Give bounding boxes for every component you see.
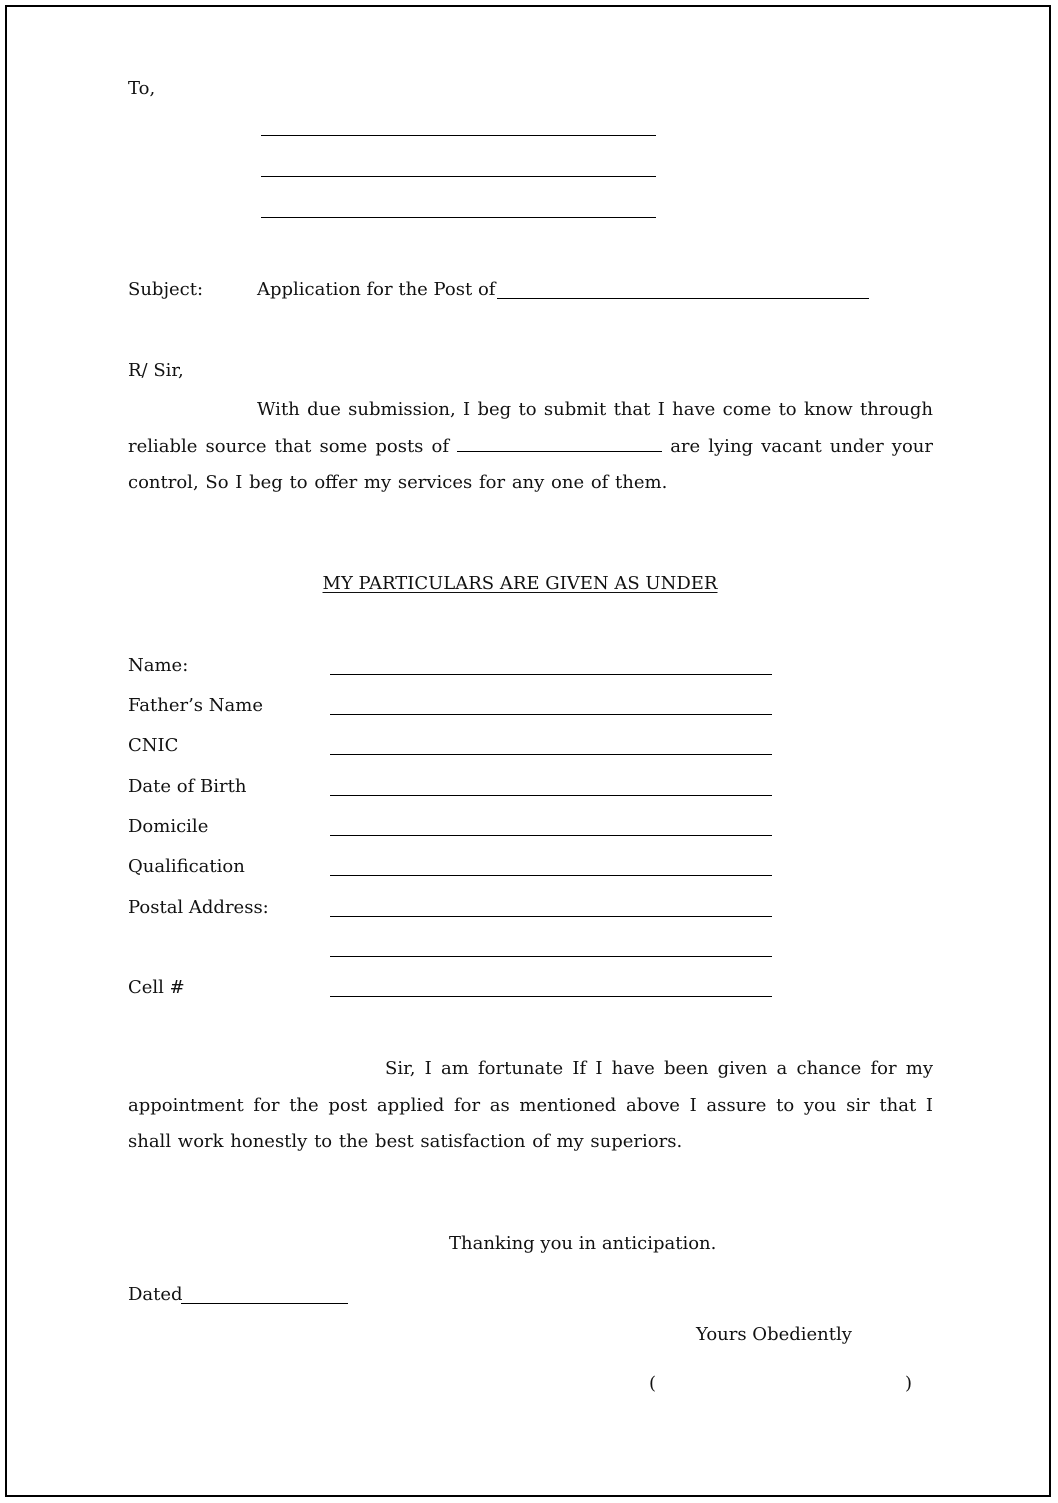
field-line-domicile[interactable]	[330, 835, 772, 836]
signature-open-paren: (	[649, 1373, 657, 1394]
field-label-cnic: CNIC	[128, 735, 179, 756]
particulars-heading: MY PARTICULARS ARE GIVEN AS UNDER	[322, 573, 718, 594]
posts-of-line[interactable]	[457, 437, 662, 452]
post-name-line[interactable]	[497, 298, 869, 299]
subject-label: Subject:	[128, 279, 204, 300]
field-line-name[interactable]	[330, 674, 772, 675]
field-line-qualification[interactable]	[330, 875, 772, 876]
intro-paragraph	[128, 392, 933, 502]
field-line-date-of-birth[interactable]	[330, 795, 772, 796]
closing-paragraph: Sir, I am fortunate If I have been given a chance for my appointment for the post applied for as mentioned above I assure to you sir that I shall work honestly to the best satisfaction of my superiors.	[128, 1058, 933, 1152]
closing-yours-obediently: Yours Obediently	[696, 1324, 852, 1345]
address-line-3[interactable]	[261, 217, 656, 218]
dated-line[interactable]	[181, 1303, 348, 1304]
signature-close-paren: )	[905, 1373, 913, 1394]
field-line-postal-address-1[interactable]	[330, 916, 772, 917]
field-label-postal-address: Postal Address:	[128, 897, 269, 918]
address-line-2[interactable]	[261, 176, 656, 177]
intro-paragraph-part1: With due submission, I beg to submit that I have come to know through reliable source that some posts of	[128, 399, 933, 457]
field-label-domicile: Domicile	[128, 816, 209, 837]
field-label-name: Name:	[128, 655, 189, 676]
field-label-fathers-name: Father’s Name	[128, 695, 263, 716]
field-label-qualification: Qualification	[128, 856, 245, 877]
field-label-date-of-birth: Date of Birth	[128, 776, 247, 797]
thanking-line: Thanking you in anticipation.	[449, 1233, 717, 1254]
intro-paragraph-part2: are lying vacant under your control, So I beg to offer my services for any one of them.	[128, 435, 933, 493]
field-line-postal-address-2[interactable]	[330, 956, 772, 957]
field-line-cnic[interactable]	[330, 754, 772, 755]
field-label-cell: Cell #	[128, 977, 185, 998]
greeting: R/ Sir,	[128, 360, 184, 381]
address-line-1[interactable]	[261, 135, 656, 136]
subject-text: Application for the Post of	[257, 279, 496, 300]
field-line-fathers-name[interactable]	[330, 714, 772, 715]
field-line-cell[interactable]	[330, 996, 772, 997]
dated-label: Dated	[128, 1284, 183, 1305]
salutation-to: To,	[128, 78, 156, 99]
